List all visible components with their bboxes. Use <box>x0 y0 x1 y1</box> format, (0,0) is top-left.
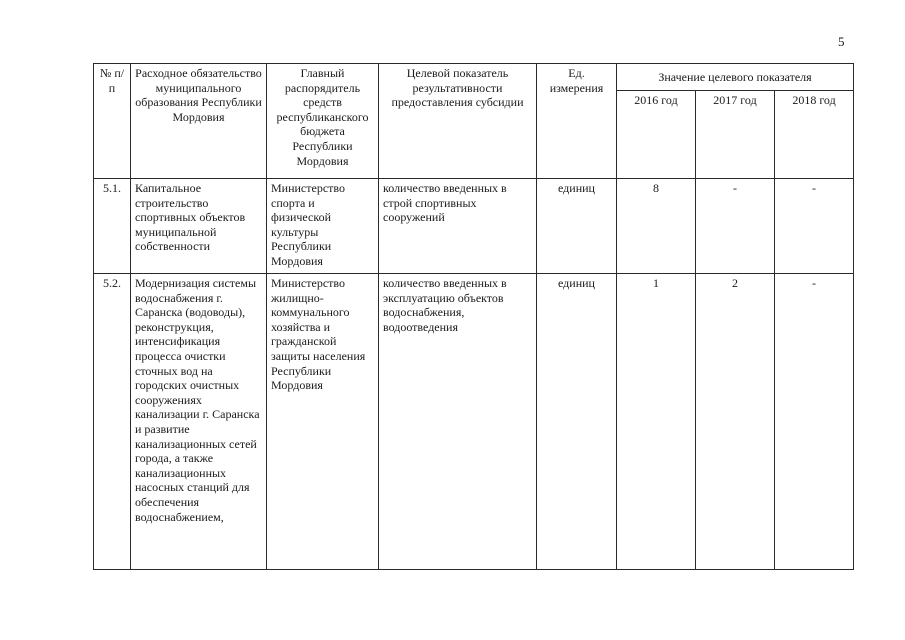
header-year-2018: 2018 год <box>775 91 854 179</box>
header-year-2016: 2016 год <box>617 91 696 179</box>
table-row <box>94 274 854 570</box>
row-unit: единиц <box>537 179 617 274</box>
row-value-2016: 8 <box>617 179 696 274</box>
header-unit: Ед. измерения <box>537 64 617 179</box>
row-no: 5.1. <box>94 179 131 274</box>
row-obligation: Капитальное строительство спортивных объектов муниципальной собственности <box>131 179 267 274</box>
row-manager: Министерство спорта и физической культуры Республики Мордовия <box>267 179 379 274</box>
header-no: № п/п <box>94 64 131 179</box>
target-indicators-table <box>93 63 854 570</box>
header-indicator: Целевой показатель результативности предоставления субсидии <box>379 64 537 179</box>
page-number: 5 <box>838 34 845 49</box>
header-manager: Главный распорядитель средств республиканского бюджета Республики Мордовия <box>267 64 379 179</box>
header-value-group: Значение целевого показателя <box>617 64 854 91</box>
header-year-2017: 2017 год <box>696 91 775 179</box>
row-indicator: количество введенных в эксплуатацию объектов водоснабжения, водоотведения <box>379 274 537 570</box>
row-value-2018: - <box>775 179 854 274</box>
row-obligation: Модернизация системы водоснабжения г. Саранска (водоводы), реконструкция, интенсификация процесса очистки сточных вод на городских очистных сооружениях канализации г. Саранска и развитие канализационных сетей города, а также канализационных насосных станций для обеспечения водоснабжением, <box>131 274 267 570</box>
row-indicator: количество введенных в строй спортивных сооружений <box>379 179 537 274</box>
row-value-2017: - <box>696 179 775 274</box>
row-value-2017: 2 <box>696 274 775 570</box>
header-obligation: Расходное обязательство муниципального образования Республики Мордовия <box>131 64 267 179</box>
row-manager: Министерство жилищно-коммунального хозяйства и гражданской защиты населения Республики Мордовия <box>267 274 379 570</box>
row-no: 5.2. <box>94 274 131 570</box>
row-value-2016: 1 <box>617 274 696 570</box>
row-unit: единиц <box>537 274 617 570</box>
table-row <box>94 179 854 274</box>
row-value-2018: - <box>775 274 854 570</box>
